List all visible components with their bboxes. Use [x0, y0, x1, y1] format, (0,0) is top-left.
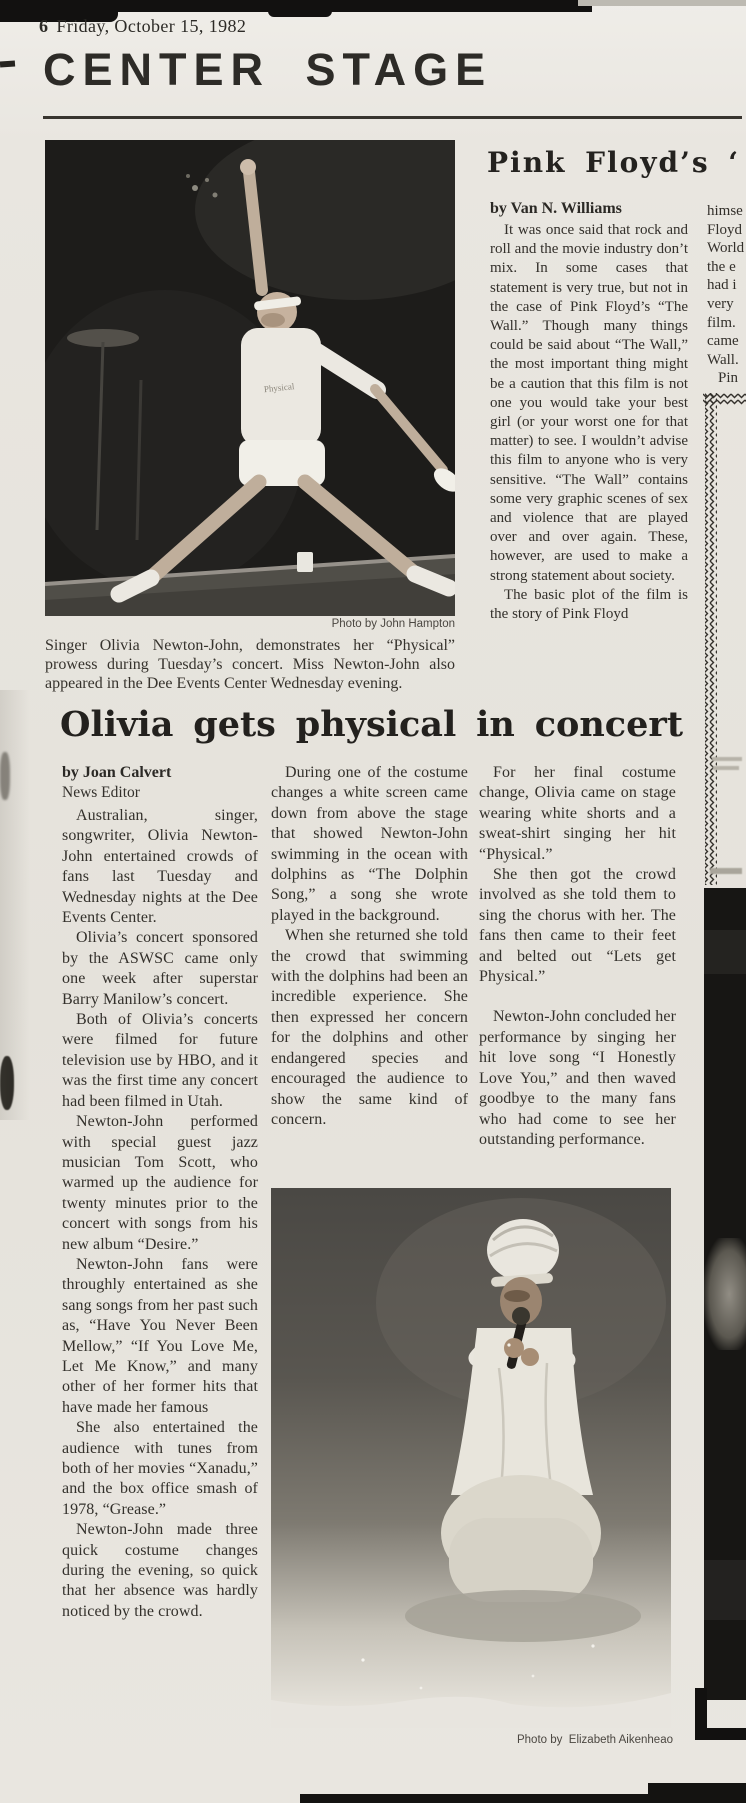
- scan-artifact-left-dash: [0, 60, 15, 67]
- concert-photo-kneeling: [271, 1188, 671, 1728]
- olivia-byline: by Joan Calvert: [62, 764, 172, 781]
- olivia-paragraph: She then got the crowd involved as she told them to sing the chorus with her. The fans then came to their feet and belted out “Lets get Physical.”: [479, 866, 676, 986]
- photo1-caption: Singer Olivia Newton-John, demonstrates her “Physical” prowess during Tuesday’s concert. Miss Newton-John also appeared in the Dee Events Center Wednesday evening.: [45, 637, 455, 693]
- concert-photo-standing-image: [45, 140, 455, 616]
- olivia-paragraph: For her final costume change, Olivia came on stage wearing white shorts and a sweat-shirt singing her hit “Physical.”: [479, 764, 676, 863]
- page-number: 6: [39, 16, 49, 36]
- clipped-line: Wall.: [707, 351, 739, 368]
- photo2-credit: Photo by Elizabeth Aikenheao: [516, 1734, 673, 1746]
- adjacent-photo-highlight: [704, 930, 746, 974]
- pf-headline-word: Floyd’s: [585, 146, 710, 179]
- olivia-column-1: [62, 806, 258, 1622]
- olivia-column-2: [271, 763, 468, 1130]
- pink-floyd-column: [490, 221, 688, 624]
- adjacent-photo-frame-corner: [695, 1728, 746, 1740]
- clipped-line: himse: [707, 203, 743, 219]
- zigzag-ornament-border: [703, 393, 746, 885]
- clipped-line: came: [707, 333, 739, 350]
- olivia-paragraph: Both of Olivia’s concerts were filmed for future television use by HBO, and it was the first time any concert had been filmed in Utah.: [62, 1011, 258, 1110]
- olivia-byline-title: News Editor: [62, 784, 140, 801]
- pink-floyd-clipped-column: [707, 202, 746, 388]
- faint-adjacent-text: [712, 757, 742, 761]
- scan-artifact-top-right-shadow: [578, 0, 746, 6]
- clipped-line: the e: [707, 258, 736, 275]
- olivia-headline-word: Olivia: [60, 704, 174, 745]
- olivia-paragraph: During one of the costume changes a white screen came down from above the stage that showed Newton-John swimming in the ocean with dolphins as “The Dolphin Song,” a song she wrote played in the background.: [271, 764, 468, 924]
- page-header: [39, 16, 246, 37]
- olivia-headline-word: concert: [534, 704, 683, 745]
- pf-headline-word: Pink: [487, 146, 567, 179]
- clipped-line: film.: [707, 314, 736, 331]
- pf-paragraph: It was once said that rock and roll and the movie industry don’t mix. In some cases that statement is very true, but not in the case of Pink Floyd’s “The Wall.” Though many things could be said about “The Wall,” the most important thing might be a caution that this film is not one you would take your best girl (or your worst one for that matter) to see. I wouldn’t advise this film to anyone who is very sensitive. “The Wall” contains some very graphic scenes of sex and violence that are played over and over again. These, however, are used to make a strong statement about society.: [490, 222, 688, 584]
- olivia-paragraph: When she returned she told the crowd that swimming with the dolphins had been an incredible experience. She then expressed her concern for the dolphins and other endangered species and encouraged the audience to show the same kind of concern.: [271, 927, 468, 1128]
- clipped-line: Pin: [718, 370, 739, 387]
- olivia-headline-word: gets: [193, 704, 276, 745]
- svg-text:Physical: Physical: [263, 381, 295, 395]
- adjacent-photo-highlight: [704, 1238, 746, 1350]
- faint-adjacent-text: [710, 868, 742, 874]
- clipped-line: had i: [707, 277, 737, 294]
- masthead-rule: [43, 116, 742, 119]
- photo1-credit: Photo by John Hampton: [331, 618, 455, 630]
- pf-paragraph: The basic plot of the film is the story of Pink Floyd: [490, 586, 688, 623]
- section-masthead: CENTER STAGE: [43, 44, 493, 95]
- olivia-paragraph: She also entertained the audience with tunes from both of her movies “Xanadu,” and the box office smash of 1978, “Grease.”: [62, 1419, 258, 1518]
- olivia-byline-block: [62, 763, 171, 803]
- concert-photo-kneeling-image: [271, 1188, 671, 1728]
- pf-headline-word: ‘: [728, 146, 740, 179]
- concert-photo-standing: [45, 140, 455, 616]
- olivia-headline: [60, 704, 683, 745]
- olivia-paragraph: Newton-John made three quick costume changes during the evening, so quick that her absence was hardly noticed by the crowd.: [62, 1521, 258, 1620]
- pink-floyd-headline: [487, 146, 740, 179]
- olivia-paragraph: Newton-John concluded her performance by singing her hit love song “I Honestly Love You,” and then waved goodbye to the many fans who had come to see her outstanding performance.: [479, 1008, 676, 1148]
- page-date: Friday, October 15, 1982: [56, 16, 247, 36]
- clipped-line: Floyd: [707, 221, 743, 238]
- clipped-line: very: [707, 295, 734, 312]
- olivia-headline-word: in: [476, 704, 515, 745]
- scan-artifact-bottom-right: [648, 1783, 746, 1803]
- olivia-paragraph: Olivia’s concert sponsored by the ASWSC came only one week after superstar Barry Manilow’s concert.: [62, 929, 258, 1008]
- olivia-paragraph: Newton-John fans were throughly entertained as she sang songs from her past such as, “Have You Never Been Mellow,” “If You Love Me, Let Me Know,” and many other of her former hits that have made her famous: [62, 1255, 258, 1416]
- faint-adjacent-text: [713, 766, 739, 770]
- paper-crease: [0, 690, 30, 1120]
- adjacent-photo-highlight: [704, 1560, 746, 1620]
- pink-floyd-byline: by Van N. Williams: [490, 200, 622, 217]
- olivia-headline-word: physical: [295, 704, 457, 745]
- olivia-column-3: [479, 763, 676, 1150]
- olivia-paragraph: Newton-John performed with special guest jazz musician Tom Scott, who warmed up the audience for twenty minutes prior to the concert with songs from his new album “Desire.”: [62, 1113, 258, 1253]
- olivia-paragraph: Australian, singer, songwriter, Olivia Newton-John entertained crowds of fans last Tuesday and Wednesday nights at the Dee Events Center.: [62, 807, 258, 927]
- scan-artifact-top-blob: [268, 0, 332, 17]
- clipped-line: World: [707, 240, 745, 257]
